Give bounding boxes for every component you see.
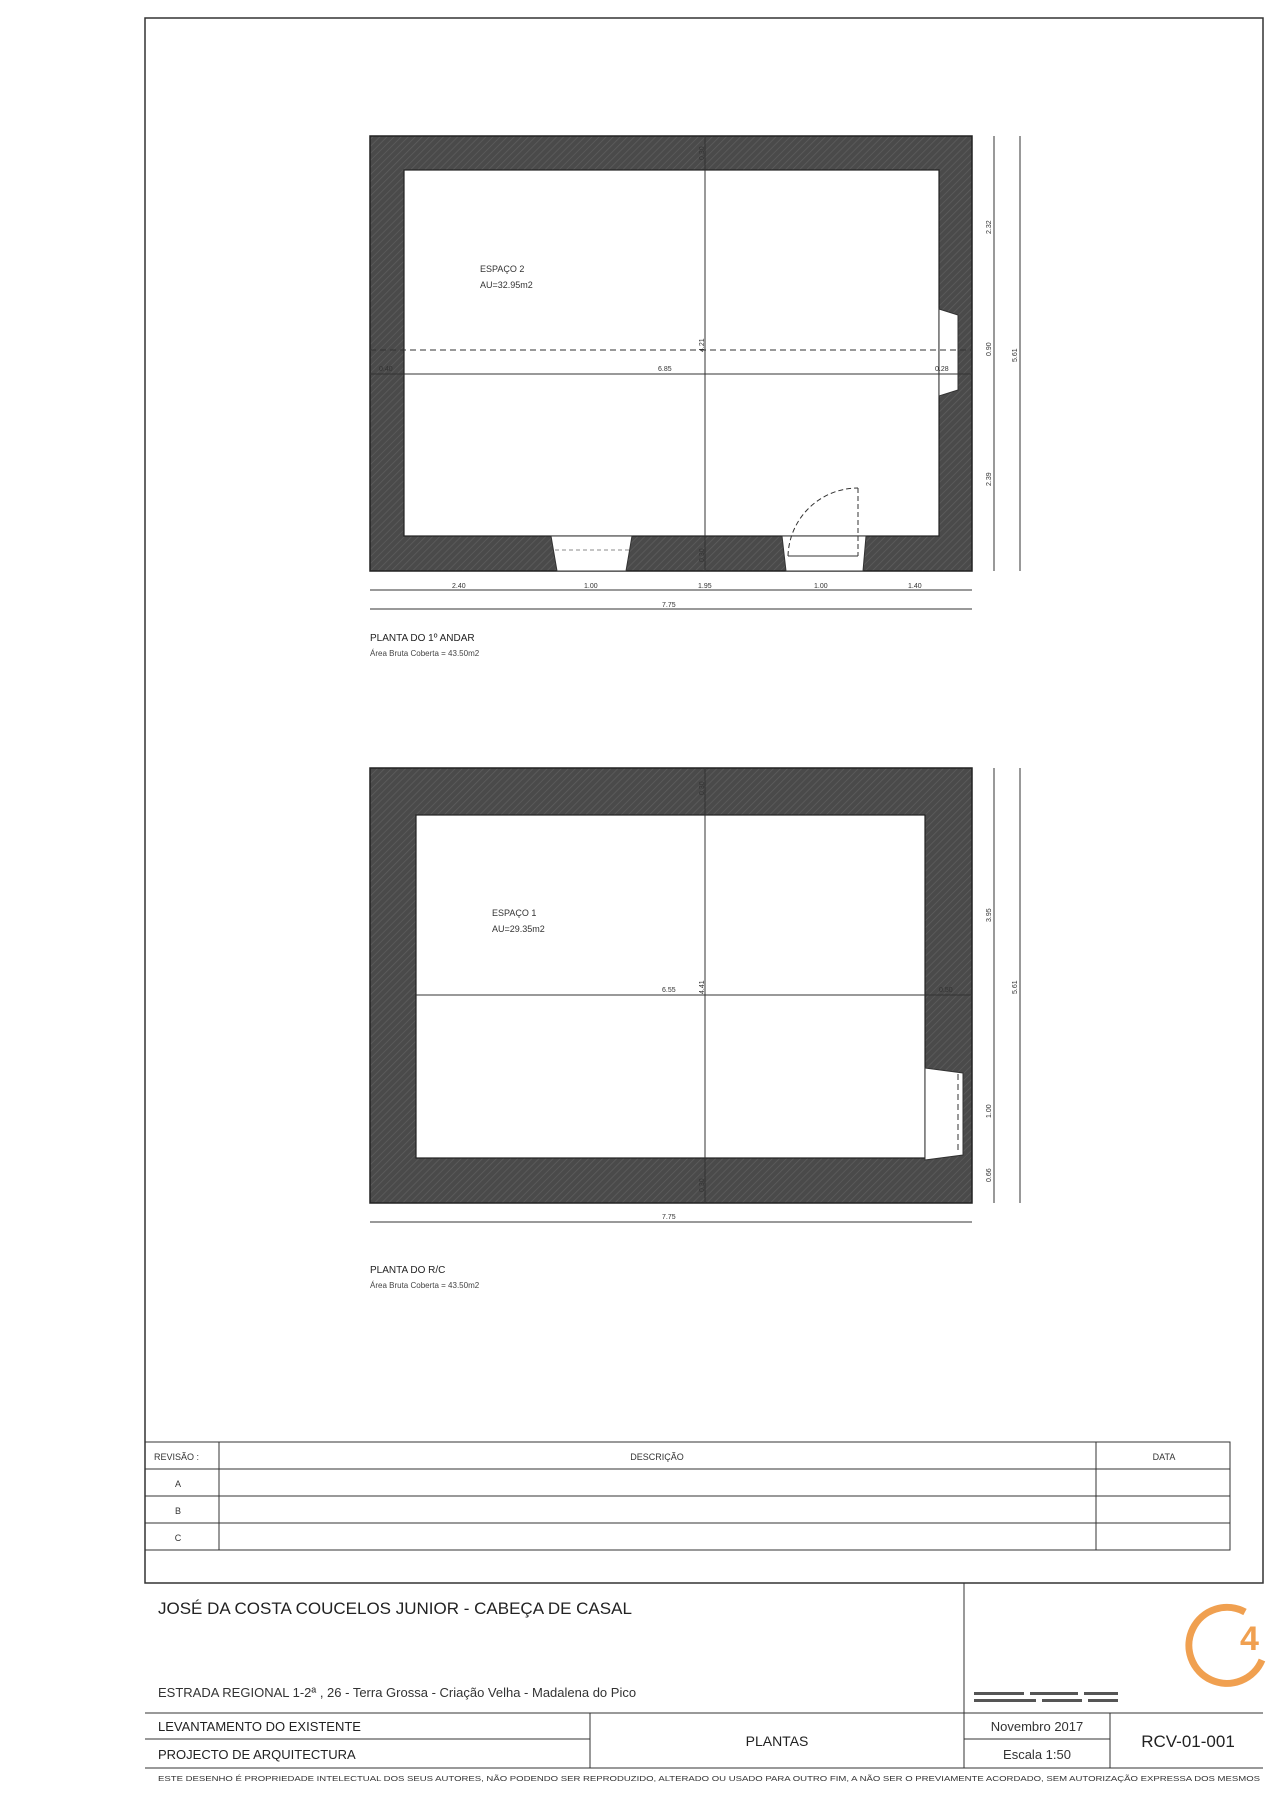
lower-right-opening [925,1068,963,1160]
upper-dim-inner-height: 4.21 [699,338,706,352]
upper-floor-plan [370,136,1020,658]
company-logo [1189,1607,1262,1683]
drawing-scale: Escala 1:50 [1003,1747,1071,1762]
upper-dim-total-width: 7.75 [662,602,676,609]
upper-dim-wall-right: 0.28 [935,366,949,373]
upper-right-window [939,309,958,396]
lower-space-name: ESPAÇO 1 [492,908,537,918]
lower-dim-total-width: 7.75 [662,1214,676,1221]
upper-bottom-door [782,536,866,571]
upper-dim-right-seg2: 0.90 [986,342,993,356]
upper-space-name: ESPAÇO 2 [480,264,525,274]
upper-plan-gross-area: Área Bruta Coberta = 43.50m2 [370,649,480,658]
lower-space-area: AU=29.35m2 [492,924,545,934]
lower-dim-inner-width: 6.55 [662,987,676,994]
lower-dim-right-seg1: 3.95 [986,908,993,922]
revision-table [145,1442,1230,1550]
lower-dim-total-height: 5.61 [1012,980,1019,994]
title-block [145,1583,1263,1783]
logo-glyph: 4 [1240,1620,1259,1658]
upper-plan-title: PLANTA DO 1º ANDAR [370,633,475,644]
phase-survey: LEVANTAMENTO DO EXISTENTE [158,1719,361,1734]
upper-dim-right-seg1: 2.32 [986,220,993,234]
upper-dim-seg3: 1.95 [698,583,712,590]
date-header: DATA [1152,1452,1176,1462]
upper-dim-wall-left: 0.40 [379,366,393,373]
upper-dim-wall-bottom: 0.30 [699,548,706,562]
revision-row-c: C [174,1533,182,1543]
upper-dim-seg1: 2.40 [452,583,466,590]
company-contact-fineprint [974,1692,1118,1702]
lower-dim-inner-height: 4.41 [699,980,706,994]
upper-dim-seg2: 1.00 [584,583,598,590]
copyright-notice: ESTE DESENHO É PROPRIEDADE INTELECTUAL DOS SEUS AUTORES, NÃO PODENDO SER REPRODUZIDO, ALTERADO OU USADO PARA OUTRO FIM, A NÃO SER O PREVIAMENTE ACORDADO, SEM AUTORIZAÇÃO EXPRESSA DOS MESMOS [158,1774,1261,1783]
lower-dim-right-seg3: 0.66 [986,1168,993,1182]
lower-dim-wall-bottom: 0.30 [699,1178,706,1192]
lower-dim-wall-right: 0.50 [939,987,953,994]
lower-plan-gross-area: Área Bruta Coberta = 43.50m2 [370,1281,480,1290]
upper-dim-seg4: 1.00 [814,583,828,590]
revision-row-a: A [174,1479,182,1489]
upper-plan-interior [404,170,939,536]
drawing-date: Novembro 2017 [990,1719,1084,1734]
upper-space-area: AU=32.95m2 [480,280,533,290]
upper-bottom-window [551,536,632,571]
ground-floor-plan [370,768,1020,1290]
phase-project: PROJECTO DE ARQUITECTURA [158,1747,356,1762]
lower-dim-right-seg2: 1.00 [986,1104,993,1118]
lower-dim-wall-top: 0.30 [699,781,706,795]
revision-header: REVISÃO : [154,1452,200,1462]
upper-dim-total-height: 5.61 [1012,348,1019,362]
upper-dim-wall-top: 0.30 [699,146,706,160]
drawing-number: RCV-01-001 [1141,1732,1235,1751]
upper-dim-seg5: 1.40 [908,583,922,590]
upper-dim-right-seg3: 2.39 [986,472,993,486]
sheet-name: PLANTAS [745,1733,809,1749]
description-header: DESCRIÇÃO [630,1452,684,1462]
lower-plan-title: PLANTA DO R/C [370,1265,446,1276]
client-name: JOSÉ DA COSTA COUCELOS JUNIOR - CABEÇA DE CASAL [158,1599,632,1618]
revision-row-b: B [174,1506,182,1516]
project-address: ESTRADA REGIONAL 1-2ª , 26 - Terra Grossa - Criação Velha - Madalena do Pico [158,1685,637,1700]
upper-dim-inner-width: 6.85 [658,366,672,373]
